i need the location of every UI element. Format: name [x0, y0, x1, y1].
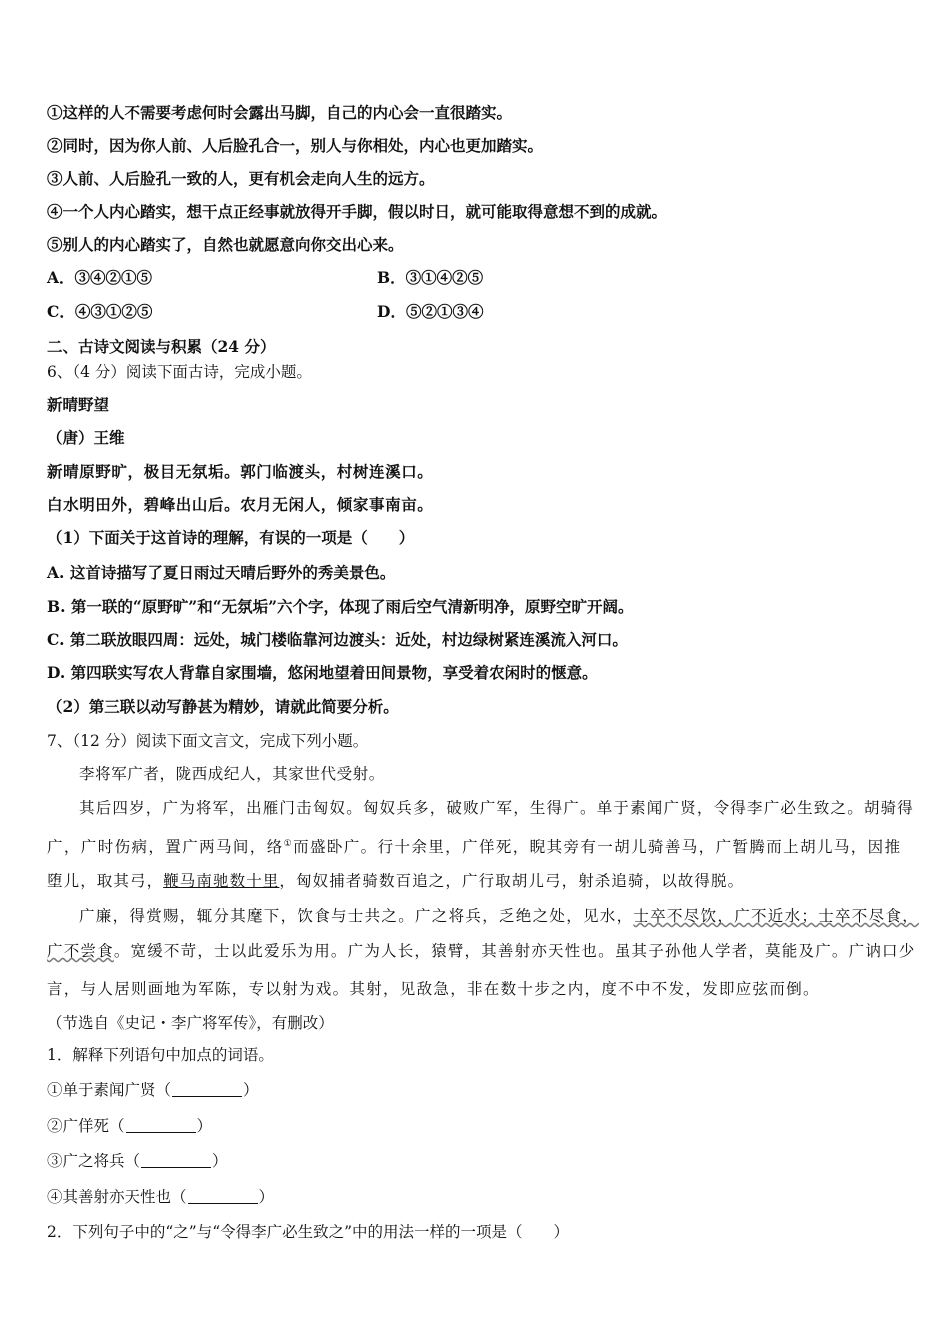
- passage-text: 。宽缓不苛，士以此爱乐为用。广为人长，猿臂，其善射亦天性也。虽其子孙他人学者，莫能及广。广讷口少: [113, 942, 916, 960]
- passage-p3-line-2: [47, 941, 915, 961]
- passage-p2-line-3: [47, 871, 744, 891]
- q6-choice-a: A. 这首诗描写了夏日雨过天晴后野外的秀美景色。: [47, 563, 396, 582]
- passage-p3-line-1: [79, 906, 919, 926]
- q7-sub-1: 1．解释下列语句中加点的词语。: [47, 1046, 274, 1064]
- word-item-4: [47, 1187, 274, 1207]
- q5-item-2: ②同时，因为你人前、人后脸孔合一，别人与你相处，内心也更加踏实。: [47, 136, 544, 155]
- passage-source: （节选自《史记・李广将军传》，有删改）: [47, 1014, 334, 1032]
- word-item-2: [47, 1116, 212, 1136]
- q6-sub-2: （2）第三联以动写静甚为精妙，请就此简要分析。: [47, 697, 399, 716]
- word-item-1: [47, 1080, 259, 1100]
- word-item-text: ④其善射亦天性也（: [47, 1188, 187, 1206]
- q5-item-4: ④一个人内心踏实，想干点正经事就放得开手脚，假以时日，就可能取得意想不到的成就。: [47, 202, 668, 221]
- poem-author: （唐）王维: [47, 428, 125, 447]
- answer-blank[interactable]: [188, 1188, 258, 1204]
- close-paren: ）: [196, 1117, 213, 1135]
- q5-item-5: ⑤别人的内心踏实了，自然也就愿意向你交出心来。: [47, 235, 404, 254]
- q6-sub-1: （1）下面关于这首诗的理解，有误的一项是（ ）: [47, 528, 415, 547]
- q5-option-b: B．③①④②⑤: [377, 268, 484, 287]
- word-item-text: ②广佯死（: [47, 1117, 125, 1135]
- passage-p2-line-2: [47, 834, 901, 857]
- wavy-underlined-phrase: 广不尝食: [47, 942, 114, 960]
- close-paren: ）: [258, 1188, 275, 1206]
- word-item-text: ③广之将兵（: [47, 1152, 141, 1170]
- passage-p2-line-1: 其后四岁，广为将军，出雁门击匈奴。匈奴兵多，破败广军，生得广。单于素闻广贤，令得李广必生致之。胡骑得: [79, 799, 915, 817]
- wavy-underlined-phrase: 士卒不尽饮，广不近水；士卒不尽食，: [633, 907, 920, 925]
- q6-choice-d: D. 第四联实写农人背靠自家围墙，悠闲地望着田间景物，享受着农闲时的惬意。: [47, 663, 598, 682]
- underlined-phrase: 鞭马南驰数十里: [163, 872, 280, 890]
- poem-line-1: 新晴原野旷，极目无氛垢。郭门临渡头，村树连溪口。: [47, 462, 434, 481]
- q5-option-a: A．③④②①⑤: [47, 268, 153, 287]
- q6-stem: 6、（4 分）阅读下面古诗，完成小题。: [47, 363, 312, 381]
- word-item-3: [47, 1151, 228, 1171]
- answer-blank[interactable]: [141, 1152, 211, 1168]
- q5-option-d: D．⑤②①③④: [377, 302, 484, 321]
- passage-text: 广，广时伤病，置广两马间，络: [47, 838, 284, 857]
- close-paren: ）: [243, 1081, 259, 1099]
- q6-choice-c: C. 第二联放眼四周：远处，城门楼临靠河边渡头：近处，村边绿树紧连溪流入河口。: [47, 630, 628, 649]
- passage-p1: 李将军广者，陇西成纪人，其家世代受射。: [79, 765, 385, 783]
- answer-blank[interactable]: [126, 1117, 196, 1133]
- q5-item-1: ①这样的人不需要考虑何时会露出马脚，自己的内心会一直很踏实。: [47, 103, 513, 122]
- q6-choice-b: B. 第一联的“原野旷”和“无氛垢”六个字，体现了雨后空气清新明净，原野空旷开阔。: [47, 597, 634, 616]
- answer-blank[interactable]: [172, 1081, 242, 1097]
- q5-item-3: ③人前、人后脸孔一致的人，更有机会走向人生的远方。: [47, 169, 435, 188]
- passage-text: 而盛卧广。行十余里，广佯死，睨其旁有一胡儿骑善马，广暂腾而上胡儿马，因推: [293, 838, 902, 857]
- poem-title: 新晴野望: [47, 395, 110, 414]
- passage-p3-line-3: 言，与人居则画地为军陈，专以射为戏。其射，见敌急，非在数十步之内，度不中不发，发即应弦而倒。: [47, 980, 820, 998]
- poem-line-2: 白水明田外，碧峰出山后。农月无闲人，倾家事南亩。: [47, 495, 434, 514]
- q7-sub-2: 2．下列句子中的“之”与“令得李广必生致之”中的用法一样的一项是（ ）: [47, 1223, 570, 1241]
- passage-text: 广廉，得赏赐，辄分其麾下，饮食与士共之。广之将兵，乏绝之处，见水，: [79, 907, 634, 925]
- footnote-marker: ①: [283, 839, 294, 849]
- q7-stem: 7、（12 分）阅读下面文言文，完成下列小题。: [47, 732, 369, 750]
- word-item-text: ①单于素闻广贤（: [47, 1081, 172, 1099]
- passage-text: ，匈奴捕者骑数百追之，广行取胡儿弓，射杀追骑，以故得脱。: [279, 872, 745, 890]
- q5-option-c: C．④③①②⑤: [47, 302, 153, 321]
- close-paren: ）: [212, 1152, 228, 1170]
- section-heading: 二、古诗文阅读与积累（24 分）: [47, 337, 276, 356]
- passage-text: 堕儿，取其弓，: [47, 872, 164, 890]
